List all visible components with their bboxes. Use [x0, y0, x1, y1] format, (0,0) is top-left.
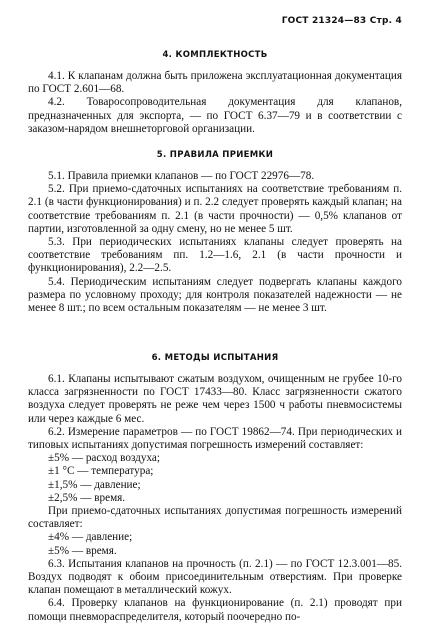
running-header: ГОСТ 21324—83 Стр. 4: [281, 16, 402, 26]
paragraph-5-3: 5.3. При периодических испытаниях клапаны следует проверять на соответствие требованиям пп. 1.2—1.6, 2.1 (в части прочности и функционирования), 2.2—2.5.: [28, 236, 402, 275]
paragraph-6-2: 6.2. Измерение параметров — по ГОСТ 19862—74. При периодических и типовых испытаниях допустимая погрешность измерений составляет:: [28, 425, 402, 452]
paragraph-6-1: 6.1. Клапаны испытывают сжатым воздухом, очищенным не грубее 10-го класса загрязненности по ГОСТ 17433—80. Класс загрязненности сжатого воздуха следует проверять не реже чем через 1500 ч работы пневмосистемы или через каждые 6 мес.: [28, 373, 402, 425]
paragraph-5-1: 5.1. Правила приемки клапанов — по ГОСТ 22976—78.: [48, 170, 315, 182]
section-title: 6. МЕТОДЫ ИСПЫТАНИЯ: [151, 353, 279, 363]
tolerance-item: ±4% — давление;: [48, 531, 133, 544]
tolerance-item: ±5% — расход воздуха;: [48, 452, 160, 465]
paragraph-5-4: 5.4. Периодическим испытаниям следует подвергать клапаны каждого размера по условному проходу; для контроля показателей надежности — не менее 8 шт.; по всем остальным показателям — не менее 3 шт.: [28, 275, 402, 315]
section-title: 5. ПРАВИЛА ПРИЕМКИ: [156, 150, 274, 160]
tolerance-item: ±1 °С — температура;: [48, 465, 154, 478]
tolerance-item: ±5% — время.: [48, 544, 117, 557]
tolerance-item: ±1,5% — давление;: [48, 478, 141, 491]
section-acceptance-rules: [28, 150, 402, 315]
paragraph-4-2: 4.2. Товаросопроводительная документация для клапанов, предназначенных для экспорта, — по ГОСТ 6.37—79 и в соответствии с заказом-нарядом внешнеторговой организации.: [28, 96, 402, 135]
paragraph-6-3: 6.3. Испытания клапанов на прочность (п. 2.1) — по ГОСТ 12.3.001—85. Воздух подводят к обоим присоединительным отверстиям. При проверке клапан помещают в металлический кожух.: [28, 557, 402, 597]
paragraph-6-2-acceptance: При приемо-сдаточных испытаниях допустимая погрешность измерений составляет:: [28, 505, 402, 531]
tolerance-item: ±2,5% — время.: [48, 491, 126, 504]
paragraph-4-1: 4.1. К клапанам должна быть приложена эксплуатационная документация по ГОСТ 2.601—68.: [28, 70, 402, 96]
section-completeness: [28, 50, 402, 136]
paragraph-6-4: 6.4. Проверку клапанов на функционирование (п. 2.1) проводят при помощи пневмораспределителя, который поочередно по-: [28, 597, 402, 623]
paragraph-5-2: 5.2. При приемо-сдаточных испытаниях на соответствие требованиям п. 2.1 (в части функционирования) и п. 2.2 следует проверять каждый клапан; на соответствие требованиям п. 2.1 (в части прочности) — 0,5% клапанов от партии, изготовленной за одну смену, но не менее 5 шт.: [28, 183, 402, 235]
section-title: 4. КОМПЛЕКТНОСТЬ: [162, 50, 268, 60]
section-test-methods: [28, 353, 402, 624]
